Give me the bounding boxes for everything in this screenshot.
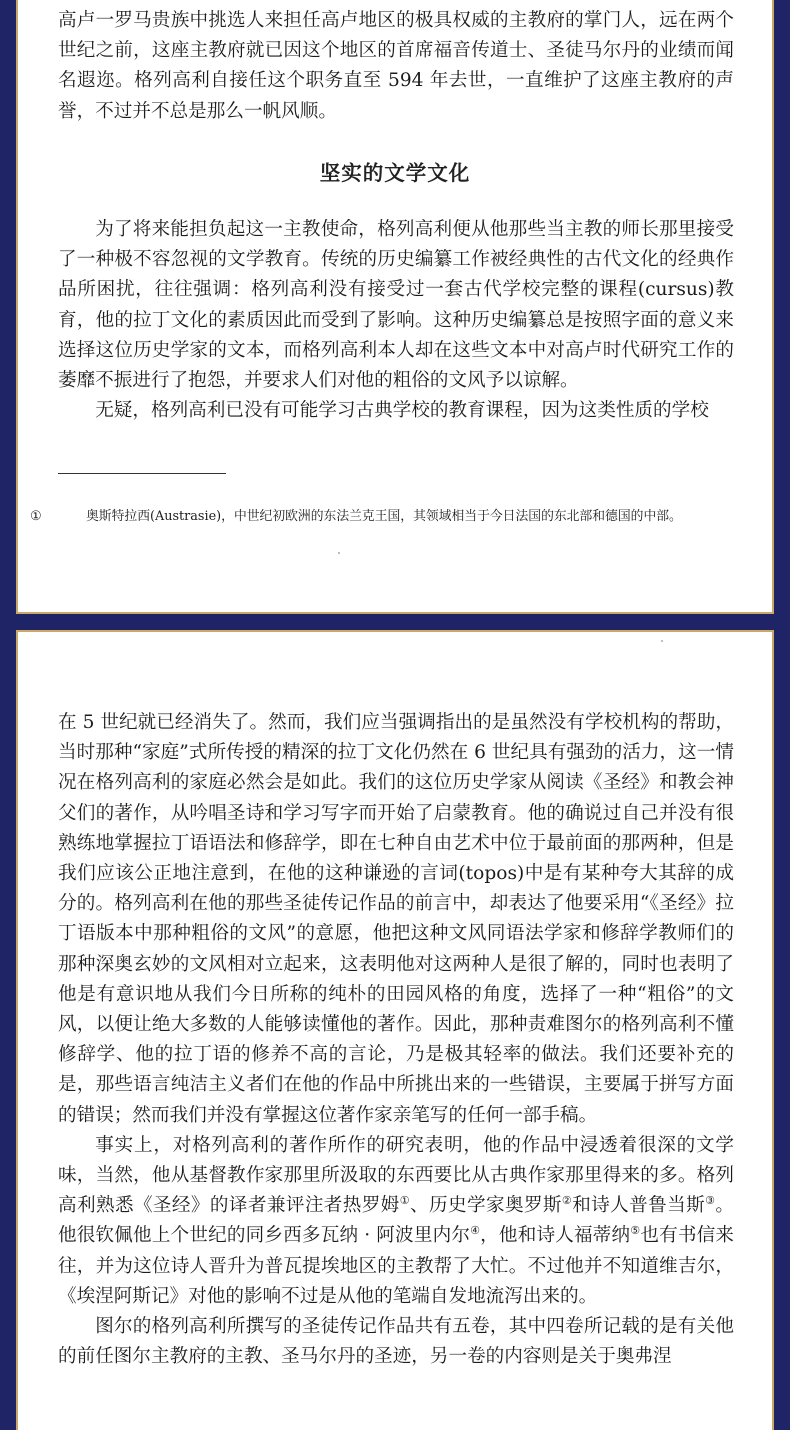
paragraph: 图尔的格列高利所撰写的圣徒传记作品共有五卷，其中四卷所记载的是有关他的前任图尔主教府的主教、圣马尔丹的圣迹，另一卷的内容则是关于奥弗涅 — [58, 1316, 734, 1368]
book-page-bottom — [16, 630, 774, 1430]
text-run: 、历史学家奥罗斯 — [410, 1195, 562, 1217]
footnote-divider — [58, 473, 226, 474]
footnote-marker: ① — [30, 508, 42, 524]
note-ref: ④ — [470, 1224, 481, 1238]
scan-speck — [338, 552, 340, 554]
book-page-top — [16, 0, 774, 614]
footnote — [30, 494, 734, 540]
note-ref: ② — [561, 1194, 573, 1208]
note-ref: ③ — [705, 1194, 716, 1208]
text-run: 也有书信来往，并为这位诗人晋升为普瓦提埃地区的主教帮了大忙。不过他并不知道维吉尔，《埃涅阿斯记》对他的影响不过是从他的笔端自发地流泻出来的。 — [58, 1225, 734, 1307]
text-run: 事实上，对格列高利的著作所作的研究表明，他的作品中浸透着很深的文学味，当然，他从基督教作家那里所汲取的东西要比从古典作家那里得来的多。格列高利熟悉《圣经》的译者兼评注者热罗姆 — [58, 1134, 734, 1217]
scan-speck — [661, 640, 663, 642]
paragraph: 无疑，格列高利已没有可能学习古典学校的教育课程，因为这类性质的学校 — [95, 400, 709, 422]
section-heading: 坚实的文学文化 — [319, 161, 471, 185]
text-run: 。他很钦佩他上个世纪的同乡西多瓦纳 · 阿波里内尔 — [58, 1195, 734, 1247]
footnote-text: 奥斯特拉西(Austrasie)，中世纪初欧洲的东法兰克王国，其领域相当于今日法国的东北部和德国的中部。 — [86, 508, 682, 524]
paragraph — [58, 1131, 734, 1312]
body-text-page-1 — [58, 215, 734, 426]
text-run: 和诗人普鲁当斯 — [572, 1195, 706, 1217]
top-text — [58, 6, 734, 127]
note-ref: ⑤ — [630, 1224, 641, 1238]
note-ref: ① — [399, 1194, 411, 1208]
paragraph: 在 5 世纪就已经消失了。然而，我们应当强调指出的是虽然没有学校机构的帮助，当时那种“家庭”式所传授的精深的拉丁文化仍然在 6 世纪具有强劲的活力，这一情况在格列高利的家庭必然会是如此。我们的这位历史学家从阅读《圣经》和教会神父们的著作，从吟唱圣诗和学习写字而开始了启蒙教育。他的确说过自己并没有很熟练地掌握拉丁语语法和修辞学，即在七种自由艺术中位于最前面的那两种，但是我们应该公正地注意到，在他的这种谦逊的言词(topos)中是有某种夸大其辞的成分的。格列高利在他的那些圣徒传记作品的前言中，却表达了他要采用“《圣经》拉丁语版本中那种粗俗的文风”的意愿，他把这种文风同语法学家和修辞学教师们的那种深奥玄妙的文风相对立起来，这表明他对这两种人是很了解的，同时也表明了他是有意识地从我们今日所称的纯朴的田园风格的角度，选择了一种“粗俗”的文风，以便让绝大多数的人能够读懂他的著作。因此，那种责难图尔的格列高利不懂修辞学、他的拉丁语的修养不高的言论，乃是极其轻率的做法。我们还要补充的是，那些语言纯洁主义者们在他的作品中所挑出来的一些错误，主要属于拼写方面的错误；然而我们并没有掌握这位著作家亲笔写的任何一部手稿。 — [58, 712, 734, 1126]
paragraph: 为了将来能担负起这一主教使命，格列高利便从他那些当主教的师长那里接受了一种极不容忽视的文学教育。传统的历史编纂工作被经典性的古代文化的经典作品所困扰，往往强调：格列高利没有接受过一套古代学校完整的课程(cursus)教育，他的拉丁文化的素质因此而受到了影响。这种历史编纂总是按照字面的意义来选择这位历史学家的文本，而格列高利本人却在这些文本中对高卢时代研究工作的萎靡不振进行了抱怨，并要求人们对他的粗俗的文风予以谅解。 — [58, 219, 734, 392]
body-text-page-2 — [58, 708, 734, 1372]
text-run: ，他和诗人福蒂纳 — [480, 1225, 631, 1247]
top-paragraph: 高卢一罗马贵族中挑选人来担任高卢地区的极具权威的主教府的掌门人，远在两个世纪之前，这座主教府就已因这个地区的首席福音传道士、圣徒马尔丹的业绩而闻名遐迩。格列高利自接任这个职务直至 594 年去世，一直维护了这座主教府的声誉，不过并不总是那么一帆风顺。 — [58, 10, 734, 122]
